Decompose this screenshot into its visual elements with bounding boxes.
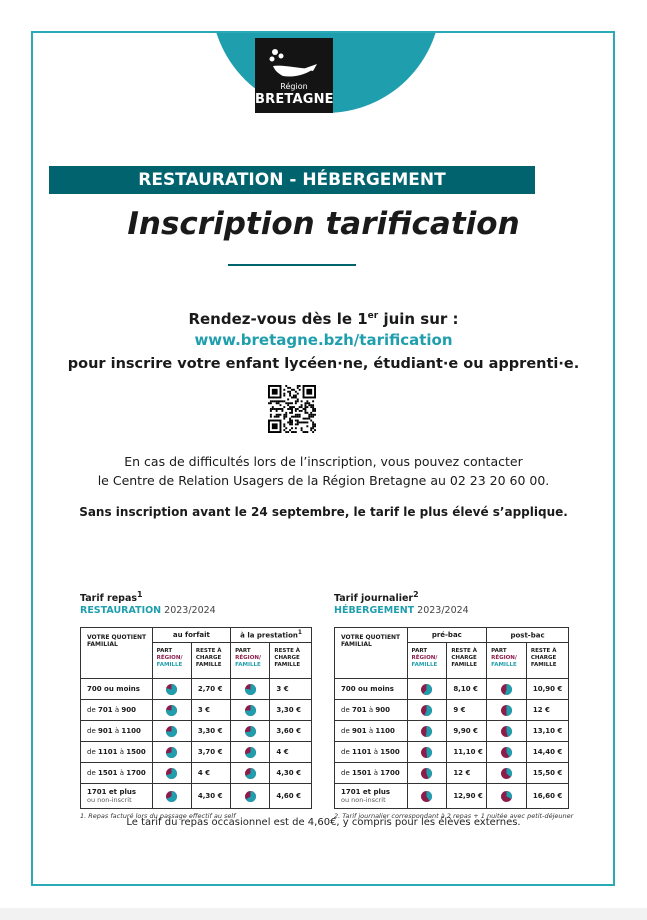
region-bretagne-logo <box>255 38 333 113</box>
quotient-label: 1701 et plus <box>341 788 391 796</box>
price-cell: 3 € <box>191 700 230 721</box>
quotient-cell <box>81 784 153 809</box>
restauration-heading <box>80 589 216 617</box>
part-famille-label: FAMILLE <box>491 662 517 668</box>
col-part <box>407 643 447 679</box>
quotient-cell <box>335 742 408 763</box>
table-row <box>335 763 569 784</box>
part-region-label: RÉGION/ <box>156 655 183 661</box>
part-label: PART <box>491 648 507 654</box>
price-cell: 3,30 € <box>191 721 230 742</box>
col-group-2 <box>487 628 569 643</box>
hebergement-year: 2023/2024 <box>414 605 469 617</box>
col-part <box>152 643 191 679</box>
part-label: PART <box>156 648 173 654</box>
quotient-max: 1100 <box>121 727 141 735</box>
pie-chart-icon <box>231 721 270 742</box>
part-label: PART <box>235 648 251 654</box>
hebergement-title: Tarif journalier <box>334 593 414 605</box>
quotient-max: 1700 <box>126 769 146 777</box>
pie-chart-icon <box>152 763 191 784</box>
part-famille-label: FAMILLE <box>411 662 438 668</box>
pie-chart-icon <box>152 700 191 721</box>
col-quotient: VOTRE QUOTIENT FAMILIAL <box>335 628 408 679</box>
quotient-max: 1500 <box>126 748 146 756</box>
quotient-prefix: de <box>87 727 98 735</box>
quotient-min: 1501 <box>351 769 372 777</box>
restauration-footnote: 1. Repas facturé lors du passage effectif au self <box>80 812 236 820</box>
section-banner: RESTAURATION - HÉBERGEMENT <box>49 166 535 194</box>
price-cell: 8,10 € <box>447 679 487 700</box>
restauration-subtitle: RESTAURATION <box>80 605 162 617</box>
pie-chart-icon <box>407 763 447 784</box>
col-group-1-label: au forfait <box>172 631 210 639</box>
pie-chart-icon <box>487 763 527 784</box>
pie-chart-icon <box>152 784 191 809</box>
pie-chart-icon <box>152 679 191 700</box>
price-cell: 9,90 € <box>447 721 487 742</box>
quotient-sep: à <box>112 706 122 714</box>
pie-chart-icon <box>152 721 191 742</box>
restauration-year: 2023/2024 <box>161 605 216 617</box>
title-divider <box>228 264 356 266</box>
price-cell: 4,30 € <box>270 763 312 784</box>
table-row <box>335 742 569 763</box>
price-cell: 3,70 € <box>191 742 230 763</box>
price-cell: 12,90 € <box>447 784 487 809</box>
part-region-label: RÉGION/ <box>491 655 517 661</box>
col-group-2-label: à la prestation <box>240 631 298 640</box>
intro-line-3: pour inscrire votre enfant lycéen·ne, étudiant·e ou apprenti·e. <box>67 356 580 372</box>
table-row <box>81 721 312 742</box>
table-row <box>335 679 569 700</box>
quotient-min: 1501 <box>97 769 118 777</box>
quotient-sep: à <box>112 727 122 735</box>
col-group-1 <box>407 628 487 643</box>
price-cell: 11,10 € <box>447 742 487 763</box>
col-group-1-label: pré-bac <box>431 631 462 639</box>
quotient-sep: à <box>117 769 127 777</box>
quotient-min: 1101 <box>351 748 372 756</box>
page-title: Inscription tarification <box>127 206 520 242</box>
table-row <box>81 679 312 700</box>
restauration-title: Tarif repas <box>80 593 138 605</box>
intro-sup: er <box>367 311 379 321</box>
price-cell: 16,60 € <box>526 784 568 809</box>
occasional-meal-note: Le tarif du repas occasionnel est de 4,60€, y compris pour les élèves externes. <box>126 817 521 828</box>
hebergement-footnote: 2. Tarif journalier correspondant à 2 repas + 1 nuitée avec petit-déjeuner <box>334 812 574 820</box>
quotient-max: 900 <box>121 706 136 714</box>
col-reste: RESTE À CHARGE FAMILLE <box>526 643 568 679</box>
intro-line-1 <box>0 310 647 328</box>
quotient-prefix: de <box>87 769 98 777</box>
hebergement-subtitle: HÉBERGEMENT <box>334 605 415 617</box>
price-cell: 3 € <box>270 679 312 700</box>
pie-chart-icon <box>231 700 270 721</box>
price-cell: 2,70 € <box>191 679 230 700</box>
quotient-min: 1101 <box>97 748 118 756</box>
pie-chart-icon <box>407 679 447 700</box>
quotient-min: 701 <box>351 706 367 714</box>
col-group-2-label: post-bac <box>510 631 545 640</box>
quotient-cell <box>81 742 153 763</box>
pie-chart-icon <box>231 679 270 700</box>
quotient-min: 901 <box>351 727 367 735</box>
ermine-icon <box>255 38 333 84</box>
col-group-2-sup: 1 <box>297 630 302 637</box>
price-cell: 4 € <box>270 742 312 763</box>
part-region-label: RÉGION/ <box>235 655 261 661</box>
quotient-prefix: de <box>87 706 98 714</box>
restauration-table <box>80 627 312 809</box>
intro-date-suffix: juin sur : <box>378 310 459 328</box>
quotient-cell <box>81 763 153 784</box>
warning-text: Sans inscription avant le 24 septembre, le tarif le plus élevé s’applique. <box>79 505 568 519</box>
price-cell: 12 € <box>526 700 568 721</box>
quotient-sep: à <box>366 727 376 735</box>
pie-chart-icon <box>487 721 527 742</box>
col-part <box>231 643 270 679</box>
tarification-link[interactable]: www.bretagne.bzh/tarification <box>194 331 453 349</box>
quotient-label: 700 ou moins <box>341 685 394 693</box>
part-label: PART <box>411 648 428 654</box>
quotient-max: 1700 <box>380 769 400 777</box>
quotient-sep: à <box>366 706 376 714</box>
price-cell: 10,90 € <box>526 679 568 700</box>
quotient-cell <box>335 784 408 809</box>
pie-chart-icon <box>487 742 527 763</box>
quotient-sublabel: ou non-inscrit <box>87 796 132 804</box>
price-cell: 3,60 € <box>270 721 312 742</box>
hebergement-table <box>334 627 569 809</box>
quotient-cell <box>335 763 408 784</box>
col-reste: RESTE À CHARGE FAMILLE <box>270 643 312 679</box>
quotient-prefix: de <box>341 727 352 735</box>
price-cell: 3,30 € <box>270 700 312 721</box>
quotient-min: 901 <box>97 727 113 735</box>
price-cell: 4,60 € <box>270 784 312 809</box>
col-group-2 <box>231 628 312 643</box>
pie-chart-icon <box>231 742 270 763</box>
quotient-prefix: de <box>87 748 98 756</box>
quotient-sublabel: ou non-inscrit <box>341 796 386 804</box>
hebergement-heading <box>334 589 469 617</box>
quotient-cell <box>81 721 153 742</box>
pie-chart-icon <box>487 700 527 721</box>
price-cell: 13,10 € <box>526 721 568 742</box>
part-famille-label: FAMILLE <box>235 662 261 668</box>
logo-text-bretagne: BRETAGNE <box>255 92 334 107</box>
price-cell: 14,40 € <box>526 742 568 763</box>
quotient-max: 1500 <box>380 748 400 756</box>
quotient-min: 701 <box>97 706 113 714</box>
part-region-label: RÉGION/ <box>411 655 438 661</box>
quotient-max: 900 <box>375 706 390 714</box>
quotient-prefix: de <box>341 769 352 777</box>
quotient-cell <box>81 700 153 721</box>
quotient-prefix: de <box>341 706 352 714</box>
pie-chart-icon <box>487 679 527 700</box>
quotient-cell <box>335 700 408 721</box>
pie-chart-icon <box>407 721 447 742</box>
col-part <box>487 643 527 679</box>
quotient-sep: à <box>371 769 381 777</box>
contact-text <box>0 452 647 490</box>
hebergement-title-sup: 2 <box>413 590 419 599</box>
table-row <box>335 721 569 742</box>
pie-chart-icon <box>231 784 270 809</box>
quotient-label: 1701 et plus <box>87 788 137 796</box>
pie-chart-icon <box>487 784 527 809</box>
price-cell: 15,50 € <box>526 763 568 784</box>
pie-chart-icon <box>407 742 447 763</box>
price-cell: 12 € <box>447 763 487 784</box>
intro-date-text: Rendez-vous dès le 1 <box>188 310 368 328</box>
quotient-label: 700 ou moins <box>87 685 140 693</box>
col-reste: RESTE À CHARGE FAMILLE <box>191 643 230 679</box>
table-row <box>81 784 312 809</box>
contact-line-2: le Centre de Relation Usagers de la Région Bretagne au 02 23 20 60 00. <box>97 473 550 488</box>
pie-chart-icon <box>152 742 191 763</box>
part-famille-label: FAMILLE <box>156 662 183 668</box>
quotient-cell <box>335 679 408 700</box>
quotient-max: 1100 <box>375 727 395 735</box>
price-cell: 4,30 € <box>191 784 230 809</box>
quotient-sep: à <box>117 748 127 756</box>
pie-chart-icon <box>407 784 447 809</box>
col-quotient: VOTRE QUOTIENT FAMILIAL <box>81 628 153 679</box>
contact-line-1: En cas de difficultés lors de l’inscription, vous pouvez contacter <box>124 454 523 469</box>
price-cell: 4 € <box>191 763 230 784</box>
table-row <box>81 700 312 721</box>
table-row <box>335 784 569 809</box>
col-group-1 <box>152 628 231 643</box>
quotient-prefix: de <box>341 748 352 756</box>
restauration-title-sup: 1 <box>137 590 143 599</box>
qr-code[interactable] <box>268 385 316 433</box>
price-cell: 9 € <box>447 700 487 721</box>
table-row <box>81 742 312 763</box>
logo-text-region: Région <box>280 82 308 91</box>
table-row <box>335 700 569 721</box>
quotient-cell <box>81 679 153 700</box>
col-reste: RESTE À CHARGE FAMILLE <box>447 643 487 679</box>
quotient-cell <box>335 721 408 742</box>
pie-chart-icon <box>407 700 447 721</box>
quotient-sep: à <box>371 748 381 756</box>
pie-chart-icon <box>231 763 270 784</box>
table-row <box>81 763 312 784</box>
